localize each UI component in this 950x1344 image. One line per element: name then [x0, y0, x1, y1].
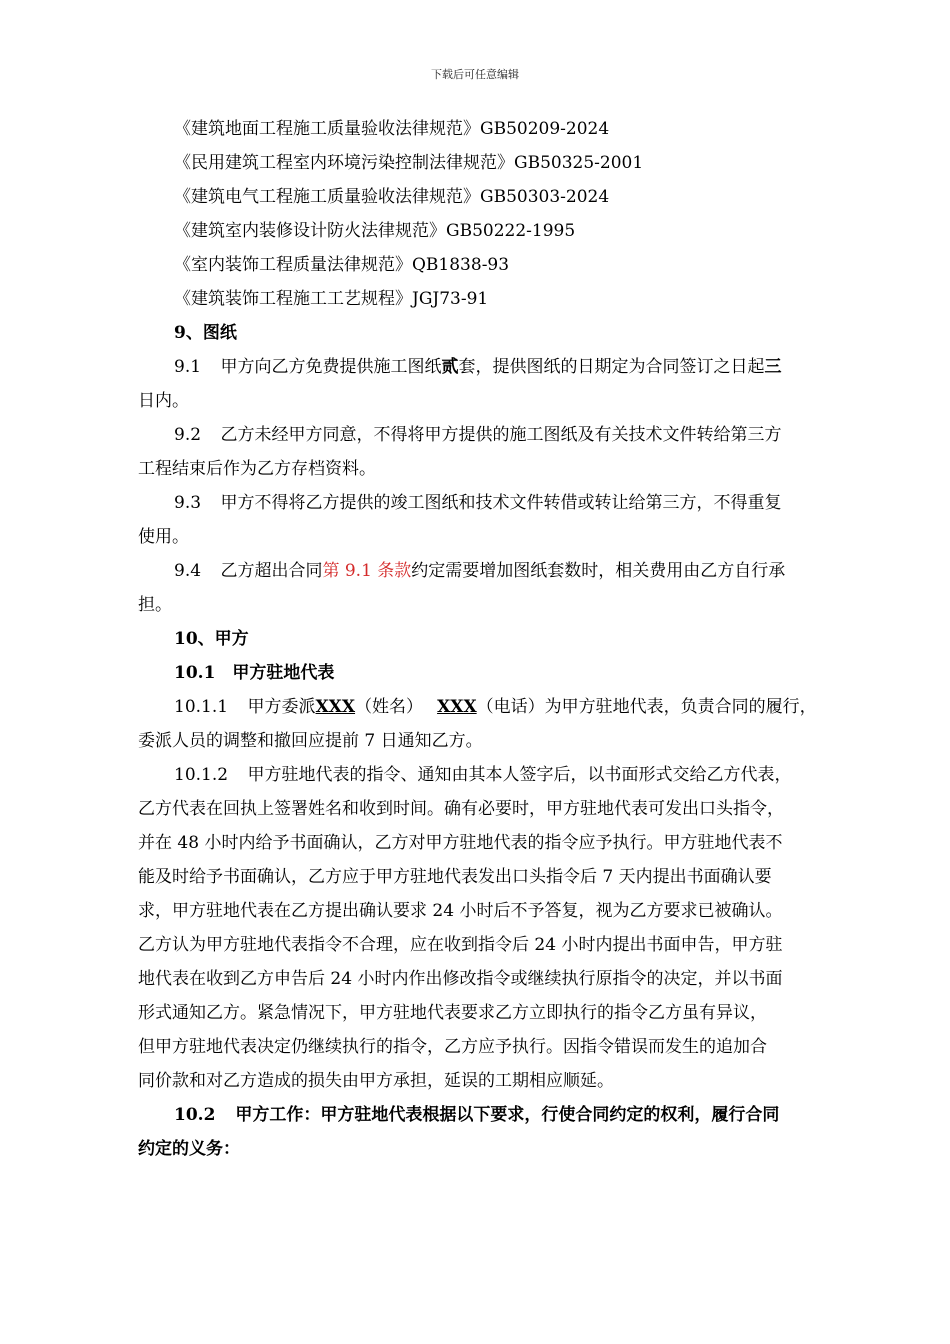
- clause-text: 甲方驻地代表的指令、通知由其本人签字后，以书面形式交给乙方代表，: [247, 765, 792, 785]
- clause-text: 乙方未经甲方同意，不得将甲方提供的施工图纸及有关技术文件转给第三方: [220, 425, 782, 445]
- clause-text: 套，提供图纸的日期定为合同签订之日起: [458, 357, 765, 377]
- clause-10-1-2-cont: 形式通知乙方。紧急情况下，甲方驻地代表要求乙方立即执行的指令乙方虽有异议，: [138, 1003, 767, 1023]
- subsection-heading-10-1: 10.1 甲方驻地代表: [174, 663, 335, 683]
- clause-number: 10.2: [174, 1105, 216, 1125]
- clause-9-3: [138, 486, 858, 520]
- clause-10-1-1-cont: 委派人员的调整和撤回应提前 7 日通知乙方。: [138, 731, 483, 751]
- clause-number: 10.1.2: [174, 765, 229, 785]
- day-count: 三: [764, 357, 782, 377]
- clause-number: 9.2: [174, 425, 202, 445]
- clause-text: 乙方超出合同: [220, 561, 323, 581]
- representative-name: XXX: [315, 697, 356, 717]
- clause-10-1-2-cont: 但甲方驻地代表决定仍继续执行的指令，乙方应予执行。因指令错误而发生的追加合: [138, 1037, 767, 1057]
- clause-number: 9.3: [174, 493, 202, 513]
- document-body: [138, 112, 858, 1166]
- clause-9-2: [138, 418, 858, 452]
- clause-9-4-cont: 担。: [138, 595, 172, 615]
- clause-10-1-2-cont: 乙方认为甲方驻地代表指令不合理，应在收到指令后 24 小时内提出书面申告，甲方驻: [138, 935, 783, 955]
- clause-10-1-2-cont: 地代表在收到乙方申告后 24 小时内作出修改指令或继续执行原指令的决定，并以书面: [138, 969, 783, 989]
- clause-10-1-2-cont: 乙方代表在回执上签署姓名和收到时间。确有必要时，甲方驻地代表可发出口头指令，: [138, 799, 784, 819]
- clause-number: 9.4: [174, 561, 202, 581]
- clause-10-2: [138, 1098, 858, 1132]
- clause-10-1-2-cont: 求，甲方驻地代表在乙方提出确认要求 24 小时后不予答复，视为乙方要求已被确认。: [138, 901, 783, 921]
- clause-text: 甲方工作：甲方驻地代表根据以下要求，行使合同约定的权利，履行合同: [235, 1105, 780, 1125]
- clause-10-2-cont: 约定的义务：: [138, 1139, 240, 1159]
- standard-item: 《建筑装饰工程施工工艺规程》JGJ73-91: [174, 289, 489, 309]
- standard-item: 《建筑室内装修设计防火法律规范》GB50222-1995: [174, 221, 576, 241]
- standard-item: 《民用建筑工程室内环境污染控制法律规范》GB50325-2001: [174, 153, 644, 173]
- clause-9-4: [138, 554, 858, 588]
- page-header: 下载后可任意编辑: [431, 68, 519, 81]
- standard-item: 《室内装饰工程质量法律规范》QB1838-93: [174, 255, 510, 275]
- clause-9-3-cont: 使用。: [138, 527, 189, 547]
- clause-9-1-cont: 日内。: [138, 391, 189, 411]
- clause-9-2-cont: 工程结束后作为乙方存档资料。: [138, 459, 376, 479]
- clause-text: 甲方委派: [247, 697, 316, 717]
- representative-phone: XXX: [437, 697, 477, 717]
- clause-text: （姓名）: [355, 697, 424, 717]
- set-count: 贰: [441, 357, 459, 377]
- clause-10-1-2: [138, 758, 858, 792]
- clause-text: 甲方向乙方免费提供施工图纸: [220, 357, 442, 377]
- clause-10-1-1: [138, 690, 858, 724]
- section-heading-9: 9、图纸: [174, 323, 237, 343]
- clause-reference: 第 9.1 条款: [322, 561, 412, 581]
- clause-number: 10.1.1: [174, 697, 229, 717]
- clause-10-1-2-cont: 同价款和对乙方造成的损失由甲方承担，延误的工期相应顺延。: [138, 1071, 614, 1091]
- standard-item: 《建筑地面工程施工质量验收法律规范》GB50209-2024: [174, 119, 610, 139]
- clause-number: 9.1: [174, 357, 202, 377]
- clause-10-1-2-cont: 能及时给予书面确认，乙方应于甲方驻地代表发出口头指令后 7 天内提出书面确认要: [138, 867, 772, 887]
- clause-text: 约定需要增加图纸套数时，相关费用由乙方自行承: [411, 561, 786, 581]
- clause-9-1: [138, 350, 858, 384]
- section-heading-10: 10、甲方: [174, 629, 249, 649]
- clause-text: 甲方不得将乙方提供的竣工图纸和技术文件转借或转让给第三方，不得重复: [220, 493, 782, 513]
- standard-item: 《建筑电气工程施工质量验收法律规范》GB50303-2024: [174, 187, 610, 207]
- clause-text: （电话）为甲方驻地代表，负责合同的履行，: [476, 697, 817, 717]
- clause-10-1-2-cont: 并在 48 小时内给予书面确认，乙方对甲方驻地代表的指令应予执行。甲方驻地代表不: [138, 833, 783, 853]
